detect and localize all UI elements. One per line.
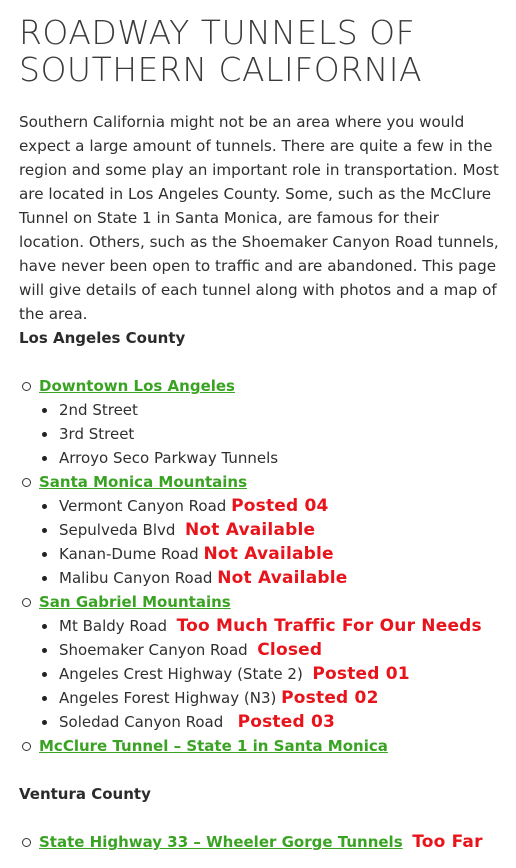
status-note: Closed <box>257 640 323 660</box>
la-county-heading: Los Angeles County <box>19 329 186 347</box>
tunnel-name: Soledad Canyon Road <box>59 713 224 731</box>
status-note: Too Far <box>412 832 483 852</box>
ventura-county-heading: Ventura County <box>19 785 151 803</box>
tunnel-name: Angeles Crest Highway (State 2) <box>59 665 303 683</box>
region-link-mcclure-tunnel[interactable]: McClure Tunnel – State 1 in Santa Monica <box>39 737 388 755</box>
region-santa-monica-mountains <box>0 470 482 590</box>
status-note: Posted 03 <box>237 712 336 732</box>
tunnel-item <box>39 686 482 710</box>
page-title: ROADWAY TUNNELS OF SOUTHERN CALIFORNIA <box>19 13 423 89</box>
status-note: Not Available <box>203 544 334 564</box>
tunnel-name: Mt Baldy Road <box>59 617 168 635</box>
tunnel-list <box>39 614 482 734</box>
tunnel-item <box>39 494 482 518</box>
region-san-gabriel-mountains <box>0 590 482 734</box>
ventura-county-region-list <box>0 830 483 854</box>
tunnel-name: Arroyo Seco Parkway Tunnels <box>59 449 279 467</box>
tunnel-name: Sepulveda Blvd <box>59 521 176 539</box>
tunnel-name: Shoemaker Canyon Road <box>59 641 248 659</box>
tunnel-name: 3rd Street <box>59 425 135 443</box>
tunnel-name: 2nd Street <box>59 401 138 419</box>
status-note: Posted 01 <box>312 664 410 684</box>
la-county-region-list <box>0 374 482 758</box>
status-note: Posted 02 <box>281 688 379 708</box>
tunnel-item <box>39 446 482 470</box>
status-note: Not Available <box>184 520 316 540</box>
tunnel-item <box>39 398 482 422</box>
status-note: Posted 04 <box>231 496 329 516</box>
tunnel-item <box>39 518 482 542</box>
tunnel-name: Malibu Canyon Road <box>59 569 213 587</box>
tunnel-name: Angeles Forest Highway (N3) <box>59 689 277 707</box>
region-link-state-highway-33[interactable]: State Highway 33 – Wheeler Gorge Tunnels <box>39 833 403 851</box>
tunnel-item <box>39 566 482 590</box>
tunnel-item <box>39 614 482 638</box>
tunnel-list <box>39 398 482 470</box>
tunnel-item <box>39 710 482 734</box>
tunnel-name: Vermont Canyon Road <box>59 497 227 515</box>
region-downtown-la <box>0 374 482 470</box>
region-link-san-gabriel-mountains[interactable]: San Gabriel Mountains <box>39 593 231 611</box>
tunnel-list <box>39 494 482 590</box>
region-link-santa-monica-mountains[interactable]: Santa Monica Mountains <box>39 473 248 491</box>
tunnel-item <box>39 638 482 662</box>
region-link-downtown-la[interactable]: Downtown Los Angeles <box>39 377 235 395</box>
region-mcclure-tunnel <box>0 734 482 758</box>
tunnel-item <box>39 422 482 446</box>
status-note: Too Much Traffic For Our Needs <box>176 616 482 636</box>
tunnel-item <box>39 662 482 686</box>
status-note: Not Available <box>217 568 348 588</box>
tunnel-name: Kanan-Dume Road <box>59 545 199 563</box>
tunnel-item <box>39 542 482 566</box>
region-state-highway-33 <box>0 830 483 854</box>
intro-paragraph: Southern California might not be an area where you would expect a large amount of tunnels. There are quite a few in the region and some play an important role in transportation. Most are located in Los Angeles County. Some, such as the McClure Tunnel on State 1 in Santa Monica, are famous for their location. Others, such as the Shoemaker Canyon Road tunnels, have never been open to traffic and are abandoned. This page will give details of each tunnel along with photos and a map of the area. <box>19 113 499 323</box>
